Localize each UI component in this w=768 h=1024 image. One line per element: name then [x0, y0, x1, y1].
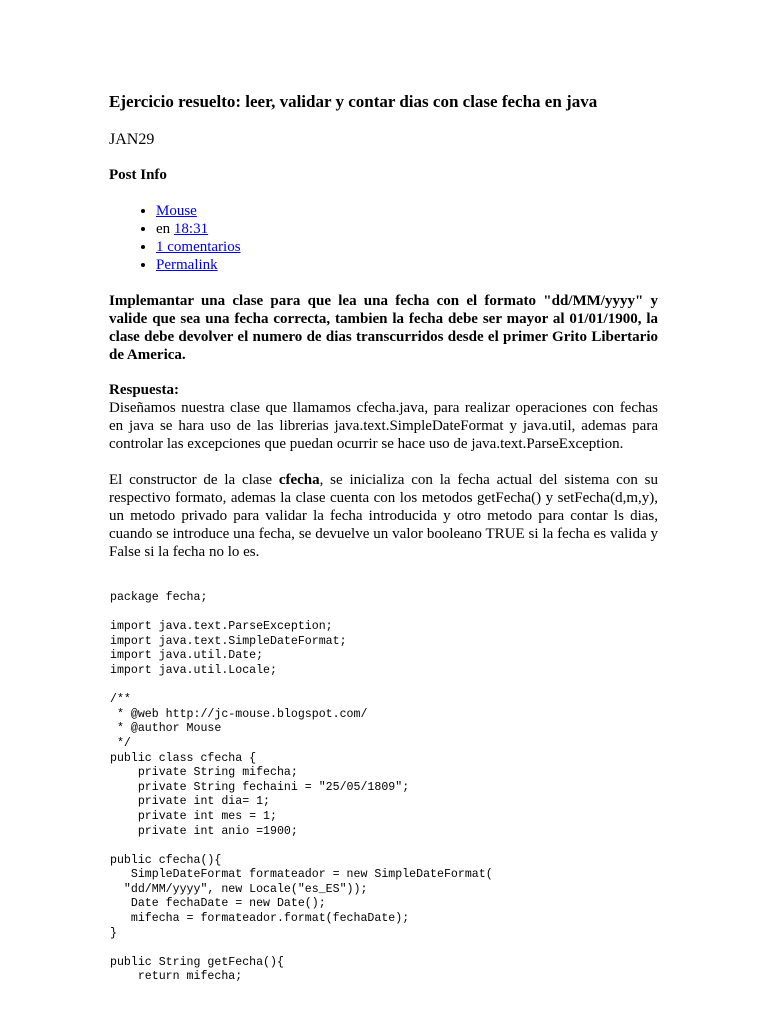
- post-content: [109, 92, 658, 985]
- post-meta-list: [109, 202, 658, 274]
- author-link[interactable]: Mouse: [156, 203, 197, 219]
- constructor-text-end: , se inicializa con la fecha actual del sistema con su respectivo formato, ademas la clase cuenta con los metodos getFecha() y setFecha(d,m,y), un metodo privado para validar la fecha introducida y otro metodo para contar ls dias, cuando se introduce una fecha, se devuelve un valor booleano TRUE si la fecha es valida y False si la fecha no lo es.: [109, 472, 658, 560]
- post-date: JAN29: [109, 131, 155, 148]
- time-prefix: en: [156, 221, 174, 237]
- time-link[interactable]: 18:31: [173, 221, 209, 237]
- class-name-bold: cfecha: [278, 472, 320, 488]
- meta-item-author: [156, 202, 658, 220]
- meta-item-time: [156, 220, 658, 238]
- meta-item-permalink: [156, 256, 658, 274]
- constructor-text-start: El constructor de la clase: [109, 472, 279, 488]
- permalink-link[interactable]: Permalink: [156, 257, 218, 273]
- code-block: package fecha; import java.text.ParseException; import java.text.SimpleDateFormat; import java.util.Date; import java.util.Locale; /** * @web http://jc-mouse.blogspot.com/ * @author Mouse */ public class cfecha { private String mifecha; private String fechaini = "25/05/1809"; private int dia= 1; private int mes = 1; private int anio =1900; public cfecha(){ SimpleDateFormat formateador = new SimpleDateFormat( "dd/MM/yyyy", new Locale("es_ES")); Date fechaDate = new Date(); mifecha = formateador.format(fechaDate); } public String getFecha(){ return mifecha;: [110, 591, 493, 984]
- answer-paragraph: Diseñamos nuestra clase que llamamos cfecha.java, para realizar operaciones con fechas en java se hara uso de las librerias java.text.SimpleDateFormat y java.util, ademas para controlar las excepciones que puedan ocurrir se hace uso de java.text.ParseException.: [109, 400, 658, 452]
- exercise-statement: Implemantar una clase para que lea una fecha con el formato "dd/MM/yyyy" y valide que sea una fecha correcta, tambien la fecha debe ser mayor al 01/01/1900, la clase debe devolver el numero de dias transcurridos desde el primer Grito Libertario de America.: [109, 293, 658, 363]
- constructor-paragraph: [109, 471, 658, 561]
- answer-heading: Respuesta:: [109, 382, 179, 398]
- post-info-heading: Post Info: [109, 167, 167, 183]
- comments-link[interactable]: 1 comentarios: [156, 239, 241, 255]
- post-title: Ejercicio resuelto: leer, validar y contar dias con clase fecha en java: [109, 92, 598, 111]
- meta-item-comments: [156, 238, 658, 256]
